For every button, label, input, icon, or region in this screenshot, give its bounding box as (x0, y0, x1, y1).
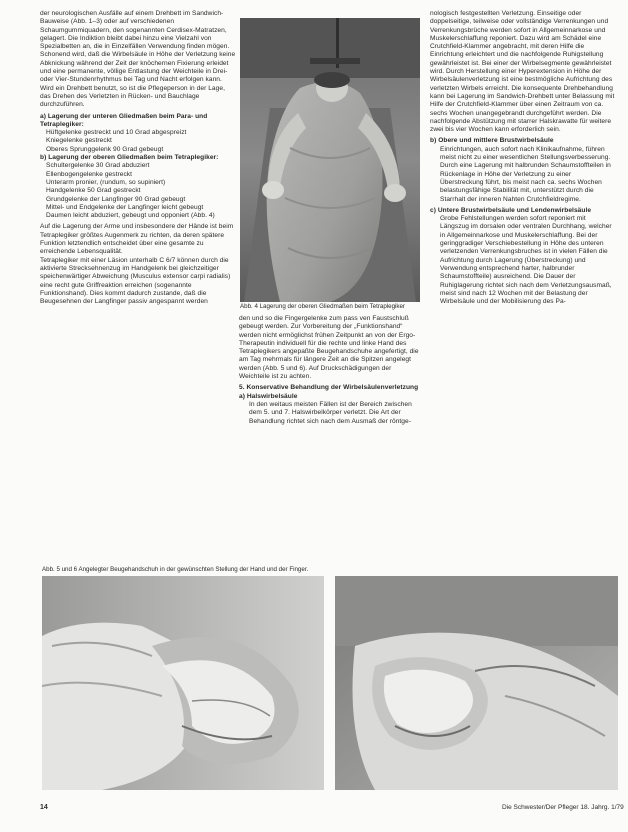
paragraph: Einrichtungen, auch sofort nach Klinikaufnahme, führen meist nicht zu einer wesentlichen Stellungsverbesserung. Durch eine Lagerung mit halbrunden Schaumstoffteilen in Rückenlage in Höhe der Verletzung zu einer Überstreckung führt, bis meist nach ca. sechs Wochen belastungsfähige Stabilität mit, unterstützt durch die Starrhalt der inneren Nahten Crutchfieldregime. (440, 145, 611, 203)
paragraph: Wird ein Drehbett benutzt, so ist die Pflegeperson in der Lage, das Drehen des Verletzten in Rücken- und Bauchlage durchzuführen. (40, 84, 225, 109)
paragraph: In den weitaus meisten Fällen ist der Bereich zwischen dem 5. und 7. Halswirbelkörper verletzt. Die Art der Behandlung richtet sich nach dem Ausmaß der röntge- (249, 400, 412, 425)
figure-5-photo (42, 576, 324, 790)
journal-footer: Die Schwester/Der Pfleger 18. Jahrg. 1/79 (502, 804, 624, 811)
list-item: Oberes Sprunggelenk 90 Grad gebeugt (46, 145, 164, 153)
text-column-1 (40, 10, 236, 306)
paragraph: der neurologischen Ausfälle auf einem Drehbett im Sandwich-Bauweise (Abb. 1–3) oder auf verschiedenen Schaumgummiquadern, den sogenannten Cerdisex-Matratzen, gelagert. Die Indiktion bleibt dabei hinzu eine Vielzahl von Spezialbetten an, die in Einzelfällen Verwendung finden mögen. Schonend wird, daß die Wirbelsäule in Höhe der Verletzung keine Abknickung während der Zeit der knöchernen Fixierung erleidet und eine permanente, völlige Entlastung der Weichteile in Drei- oder Vier-Stundenrhythmus bei Tag und Nacht erfolgen kann. (40, 10, 236, 84)
paragraph: nologisch festgestellten Verletzung. Einseitige oder doppelseitige, teilweise oder vollständige Verrenkungen und Verrenkungsbrüche werden sofort in Allgemeinnarkose und Muskelerschlaffung reponiert. Dazu wird am Schädel eine Crutchfield-Klammer angebracht, mit deren Hilfe die Einrichtung erleichtert und die nachfolgende Ruhigstellung gewährleistet ist. Bei einer der Wirbelsegmente gewährleistet wird. Durch Herstellung einer Hyperextension in Höhe der Wirbelsäulenverletzung ist eine bestmögliche Aufrichtung des verletzten Wirbels erreicht. Die konsequente Drehbehandlung kann bei Lagerung im Sandwich-Drehbett unter Belassung mit Hilfe der Crutchfield-Klammer über einen Zeitraum von ca. sechs Wochen unangegebrandt durchgeführt werden. Die nachfolgende Abstützung mit starrer Halskrawatte für weitere zwei bis vier Wochen kann erforderlich sein. (430, 10, 615, 134)
list-item: Handgelenke 50 Grad gestreckt (46, 187, 141, 195)
text-column-2 (239, 315, 423, 426)
list-item: Mittel- und Endgelenke der Langfinger leicht gebeugt (46, 203, 204, 211)
subheading-cervical-spine: a) Halswirbelsäule (239, 392, 298, 400)
figure-6-photo (335, 576, 618, 790)
list-item: Schultergelenke 30 Grad abduziert (46, 162, 150, 170)
section-heading: 5. Konservative Behandlung der Wirbelsäulenverletzung (239, 384, 419, 392)
list-item: Kniegelenke gestreckt (46, 137, 112, 145)
list-item: Hüftgelenke gestreckt und 10 Grad abgespreizt (46, 129, 187, 137)
list-item: Daumen leicht abduziert, gebeugt und opponiert (Abb. 4) (46, 212, 215, 220)
list-item: Unterarm pronier, (rundum, so supiniert) (46, 178, 166, 186)
subheading-thoracic-spine: b) Obere und mittlere Brustwirbelsäule (430, 137, 554, 145)
page-number: 14 (40, 804, 48, 811)
subheading-upper-limbs: b) Lagerung der oberen Gliedmaßen beim Tetraplegiker: (40, 154, 219, 162)
figure-5-6-caption: Abb. 5 und 6 Angelegter Beugehandschuh in der gewünschten Stellung der Hand und der Finger. (42, 566, 309, 573)
text-column-3 (430, 10, 616, 306)
subheading-lower-limbs: a) Lagerung der unteren Gliedmaßen beim Para- und Tetraplegiker: (40, 112, 208, 128)
figure-4-photo (240, 18, 420, 302)
paragraph: Auf die Lagerung der Arme und insbesondere der Hände ist beim Tetraplegiker größtes Augenmerk zu richten, da deren spätere Funktion letztendlich entscheidet über eine gesamte zu erreichende Lebensqualität. (40, 223, 234, 256)
paragraph: Tetraplegiker mit einer Läsion unterhalb C 6/7 können durch die aktivierte Strecksehnenzug im Handgelenk bei gleichzeitiger speichenwärtiger Abweichung (Musculus extensor carpi radialis) eine recht gute Griffreaktion erreichen (sogenannte Funktionshand). Dies kommt dadurch zustande, daß die Beugesehnen der Langfinger passiv angespannt werden (40, 256, 231, 306)
subheading-lumbar-spine: c) Untere Brustwirbelsäule und Lendenwirbelsäule (430, 206, 592, 214)
list-item: Ellenbogengelenke gestreckt (46, 170, 133, 178)
list-item: Grundgelenke der Langfinger 90 Grad gebeugt (46, 195, 186, 203)
paragraph: Grobe Fehlstellungen werden sofort reponiert mit Längszug im dorsalen oder ventralen Durchhang, welcher in Allgemeinnarkose und Muskelerschlaffung. Bei der geringgradiger Verschiebestellung in Höhe des unteren verletzenden Verrenkungsbruches ist in vielen Fällen die Aufrichtung durch Lagerung (Überstreckung) und Verwendung entsprechend harter, halbrunder Schaumstoffteile) ausreichend. Die Dauer der Ruhiglagerung richtet sich nach dem Verletzungsausmaß, meist sind nach 12 Wochen mit der Belastung der Wirbelsäule und der Mobilisierung des Pa- (440, 215, 612, 306)
figure-4-caption: Abb. 4 Lagerung der oberen Gliedmaßen beim Tetraplegiker (240, 303, 405, 310)
paragraph: den und so die Fingergelenke zum pass ven Faustschluß gebeugt werden. Zur Vorbereitung der „Funktionshand“ werden nicht ermöglichst frühen Zeitpunkt an von der Ergo-Therapeutin individuell für die rechte und linke Hand des Tetraplegikers angepaßte Beugehandschuhe angefertigt, die am Tag mehrmals für längere Zeit an die Spitzen angelegt werden (Abb. 5 und 6). Auf Druckschädigungen der Weichteile ist zu achten. (239, 315, 419, 381)
